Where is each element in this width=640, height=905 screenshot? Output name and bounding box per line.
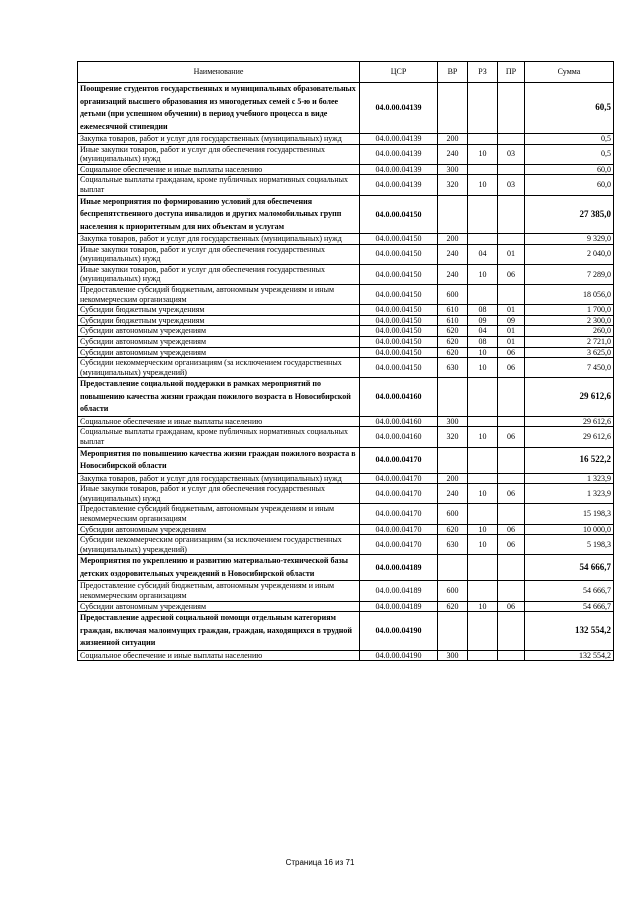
cell-pr: 06 [498,264,525,284]
cell-vr: 610 [438,305,468,316]
cell-csr: 04.0.00.04139 [360,134,438,145]
cell-name: Социальное обеспечение и иные выплаты населению [78,416,360,427]
cell-vr: 600 [438,581,468,601]
cell-sum: 0,5 [525,134,614,145]
cell-name: Субсидии бюджетным учреждениям [78,315,360,326]
cell-name: Субсидии автономным учреждениям [78,524,360,535]
table-row [78,315,614,326]
table-row [78,378,614,417]
cell-vr: 620 [438,524,468,535]
cell-sum: 60,0 [525,164,614,175]
cell-pr [498,473,525,484]
cell-vr: 320 [438,175,468,195]
cell-pr [498,195,525,234]
cell-vr: 200 [438,473,468,484]
cell-rz [468,504,498,524]
table-row [78,83,614,134]
cell-name: Социальное обеспечение и иные выплаты населению [78,650,360,661]
cell-csr: 04.0.00.04150 [360,315,438,326]
header-csr: ЦСР [360,62,438,83]
cell-csr: 04.0.00.04170 [360,504,438,524]
cell-rz: 08 [468,305,498,316]
cell-vr: 620 [438,601,468,612]
cell-rz [468,612,498,651]
table-row [78,234,614,245]
cell-pr [498,504,525,524]
cell-csr: 04.0.00.04150 [360,347,438,358]
cell-vr [438,612,468,651]
cell-pr [498,83,525,134]
cell-rz [468,134,498,145]
cell-pr: 06 [498,347,525,358]
cell-sum: 260,0 [525,326,614,337]
header-sum: Сумма [525,62,614,83]
cell-vr [438,83,468,134]
cell-vr: 320 [438,427,468,447]
table-row [78,581,614,601]
cell-name: Предоставление субсидий бюджетным, автономным учреждениям и иным некоммерческим организациям [78,581,360,601]
header-pr: ПР [498,62,525,83]
cell-csr: 04.0.00.04139 [360,83,438,134]
cell-pr [498,378,525,417]
cell-rz: 10 [468,144,498,164]
table-row [78,524,614,535]
cell-name: Предоставление адресной социальной помощи отдельным категориям граждан, включая малоимущих граждан, граждан, находящихся в трудной жизненной ситуации [78,612,360,651]
cell-name: Иные закупки товаров, работ и услуг для обеспечения государственных (муниципальных) нужд [78,484,360,504]
cell-rz [468,378,498,417]
table-row [78,337,614,348]
table-row [78,285,614,305]
cell-pr: 06 [498,601,525,612]
cell-vr: 240 [438,244,468,264]
cell-sum: 7 289,0 [525,264,614,284]
cell-pr: 06 [498,358,525,378]
cell-sum: 29 612,6 [525,427,614,447]
budget-table [77,61,614,661]
cell-pr: 06 [498,535,525,555]
cell-name: Субсидии некоммерческим организациям (за исключением государственных (муниципальных) учреждений) [78,535,360,555]
cell-rz: 04 [468,244,498,264]
cell-rz [468,164,498,175]
cell-vr [438,378,468,417]
cell-rz [468,555,498,581]
table-header-row [78,62,614,83]
cell-name: Иные мероприятия по формированию условий для обеспечения беспрепятственного доступа инвалидов и других маломобильных групп населения к приоритетным для них объектам и услугам [78,195,360,234]
cell-csr: 04.0.00.04160 [360,416,438,427]
header-vr: ВР [438,62,468,83]
cell-csr: 04.0.00.04170 [360,484,438,504]
cell-rz [468,581,498,601]
cell-csr: 04.0.00.04150 [360,326,438,337]
cell-vr: 240 [438,264,468,284]
cell-name: Иные закупки товаров, работ и услуг для обеспечения государственных (муниципальных) нужд [78,144,360,164]
cell-rz: 10 [468,427,498,447]
cell-csr: 04.0.00.04150 [360,264,438,284]
cell-pr: 03 [498,144,525,164]
cell-sum: 5 198,3 [525,535,614,555]
cell-sum: 2 300,0 [525,315,614,326]
cell-pr: 06 [498,427,525,447]
cell-pr: 09 [498,315,525,326]
cell-csr: 04.0.00.04160 [360,378,438,417]
cell-vr: 630 [438,358,468,378]
table-row [78,416,614,427]
cell-pr: 01 [498,337,525,348]
cell-csr: 04.0.00.04150 [360,358,438,378]
cell-vr: 300 [438,416,468,427]
cell-sum: 2 721,0 [525,337,614,348]
table-row [78,612,614,651]
cell-csr: 04.0.00.04170 [360,473,438,484]
cell-csr: 04.0.00.04139 [360,164,438,175]
cell-pr [498,612,525,651]
cell-pr [498,555,525,581]
cell-csr: 04.0.00.04170 [360,447,438,473]
cell-csr: 04.0.00.04170 [360,524,438,535]
cell-name: Субсидии бюджетным учреждениям [78,305,360,316]
cell-sum: 1 323,9 [525,484,614,504]
cell-pr [498,164,525,175]
cell-pr: 01 [498,305,525,316]
cell-rz: 10 [468,535,498,555]
cell-rz: 10 [468,601,498,612]
table-row [78,601,614,612]
cell-vr [438,195,468,234]
cell-rz [468,650,498,661]
cell-rz [468,473,498,484]
cell-csr: 04.0.00.04190 [360,612,438,651]
cell-rz [468,285,498,305]
cell-vr: 300 [438,650,468,661]
table-row [78,555,614,581]
cell-sum: 1 323,9 [525,473,614,484]
cell-sum: 27 385,0 [525,195,614,234]
cell-csr: 04.0.00.04139 [360,175,438,195]
table-row [78,347,614,358]
page-footer: Страница 16 из 71 [285,858,355,867]
table-row [78,358,614,378]
cell-sum: 0,5 [525,144,614,164]
cell-sum: 60,5 [525,83,614,134]
cell-name: Предоставление субсидий бюджетным, автономным учреждениям и иным некоммерческим организациям [78,285,360,305]
cell-rz: 09 [468,315,498,326]
cell-csr: 04.0.00.04150 [360,337,438,348]
table-row [78,326,614,337]
cell-sum: 18 056,0 [525,285,614,305]
cell-pr [498,650,525,661]
cell-vr: 200 [438,234,468,245]
table-row [78,427,614,447]
cell-sum: 10 000,0 [525,524,614,535]
cell-rz: 10 [468,347,498,358]
header-name: Наименование [78,62,360,83]
table-row [78,195,614,234]
cell-rz: 10 [468,358,498,378]
cell-vr: 300 [438,164,468,175]
cell-vr [438,447,468,473]
cell-rz: 08 [468,337,498,348]
cell-rz: 10 [468,484,498,504]
cell-sum: 3 625,0 [525,347,614,358]
cell-name: Предоставление социальной поддержки в рамках мероприятий по повышению качества жизни граждан пожилого возраста в Новосибирской области [78,378,360,417]
cell-name: Субсидии автономным учреждениям [78,347,360,358]
cell-rz: 04 [468,326,498,337]
cell-name: Субсидии автономным учреждениям [78,337,360,348]
cell-name: Иные закупки товаров, работ и услуг для обеспечения государственных (муниципальных) нужд [78,244,360,264]
cell-sum: 29 612,6 [525,378,614,417]
cell-vr: 600 [438,285,468,305]
cell-sum: 54 666,7 [525,555,614,581]
cell-vr: 240 [438,484,468,504]
cell-pr [498,581,525,601]
cell-csr: 04.0.00.04150 [360,234,438,245]
cell-csr: 04.0.00.04150 [360,244,438,264]
cell-sum: 60,0 [525,175,614,195]
cell-pr: 06 [498,484,525,504]
cell-vr: 200 [438,134,468,145]
table-row [78,504,614,524]
cell-rz [468,416,498,427]
cell-pr [498,285,525,305]
cell-name: Мероприятия по повышению качества жизни граждан пожилого возраста в Новосибирской области [78,447,360,473]
table-row [78,305,614,316]
cell-sum: 15 198,3 [525,504,614,524]
table-row [78,264,614,284]
header-rz: РЗ [468,62,498,83]
cell-name: Субсидии некоммерческим организациям (за исключением государственных (муниципальных) учреждений) [78,358,360,378]
cell-sum: 7 450,0 [525,358,614,378]
cell-pr: 01 [498,326,525,337]
cell-csr: 04.0.00.04190 [360,650,438,661]
cell-pr [498,134,525,145]
cell-rz [468,447,498,473]
cell-csr: 04.0.00.04160 [360,427,438,447]
table-row [78,144,614,164]
table-row [78,164,614,175]
cell-name: Субсидии автономным учреждениям [78,326,360,337]
table-row [78,447,614,473]
cell-rz [468,195,498,234]
cell-rz [468,234,498,245]
cell-vr: 600 [438,504,468,524]
cell-sum: 132 554,2 [525,650,614,661]
cell-name: Мероприятия по укреплению и развитию материально-технической базы детских оздоровительных учреждений в Новосибирской области [78,555,360,581]
cell-csr: 04.0.00.04150 [360,195,438,234]
cell-rz [468,83,498,134]
cell-name: Социальное обеспечение и иные выплаты населению [78,164,360,175]
cell-name: Закупка товаров, работ и услуг для государственных (муниципальных) нужд [78,234,360,245]
cell-rz: 10 [468,264,498,284]
cell-rz: 10 [468,524,498,535]
cell-vr: 630 [438,535,468,555]
cell-csr: 04.0.00.04150 [360,305,438,316]
cell-name: Иные закупки товаров, работ и услуг для обеспечения государственных (муниципальных) нужд [78,264,360,284]
cell-name: Предоставление субсидий бюджетным, автономным учреждениям и иным некоммерческим организациям [78,504,360,524]
cell-pr [498,416,525,427]
table-row [78,175,614,195]
cell-csr: 04.0.00.04189 [360,581,438,601]
cell-sum: 9 329,0 [525,234,614,245]
cell-pr [498,234,525,245]
cell-pr: 06 [498,524,525,535]
table-row [78,650,614,661]
cell-sum: 29 612,6 [525,416,614,427]
cell-vr: 610 [438,315,468,326]
cell-pr: 01 [498,244,525,264]
cell-sum: 54 666,7 [525,581,614,601]
cell-name: Поощрение студентов государственных и муниципальных образовательных организаций высшего образования из многодетных семей с 5-ю и более детьми (при успешном обучении) в период учебного процесса в виде ежемесячной стипендии [78,83,360,134]
cell-sum: 16 522,2 [525,447,614,473]
cell-sum: 54 666,7 [525,601,614,612]
cell-vr: 620 [438,337,468,348]
cell-csr: 04.0.00.04189 [360,555,438,581]
cell-pr [498,447,525,473]
cell-sum: 132 554,2 [525,612,614,651]
cell-vr [438,555,468,581]
cell-vr: 620 [438,326,468,337]
cell-csr: 04.0.00.04150 [360,285,438,305]
table-row [78,134,614,145]
cell-name: Социальные выплаты гражданам, кроме публичных нормативных социальных выплат [78,175,360,195]
cell-name: Социальные выплаты гражданам, кроме публичных нормативных социальных выплат [78,427,360,447]
cell-csr: 04.0.00.04189 [360,601,438,612]
table-row [78,484,614,504]
cell-csr: 04.0.00.04170 [360,535,438,555]
cell-name: Субсидии автономным учреждениям [78,601,360,612]
cell-name: Закупка товаров, работ и услуг для государственных (муниципальных) нужд [78,473,360,484]
cell-vr: 240 [438,144,468,164]
cell-vr: 620 [438,347,468,358]
cell-pr: 03 [498,175,525,195]
table-row [78,535,614,555]
cell-rz: 10 [468,175,498,195]
table-row [78,244,614,264]
cell-sum: 1 700,0 [525,305,614,316]
cell-sum: 2 040,0 [525,244,614,264]
cell-csr: 04.0.00.04139 [360,144,438,164]
table-row [78,473,614,484]
cell-name: Закупка товаров, работ и услуг для государственных (муниципальных) нужд [78,134,360,145]
